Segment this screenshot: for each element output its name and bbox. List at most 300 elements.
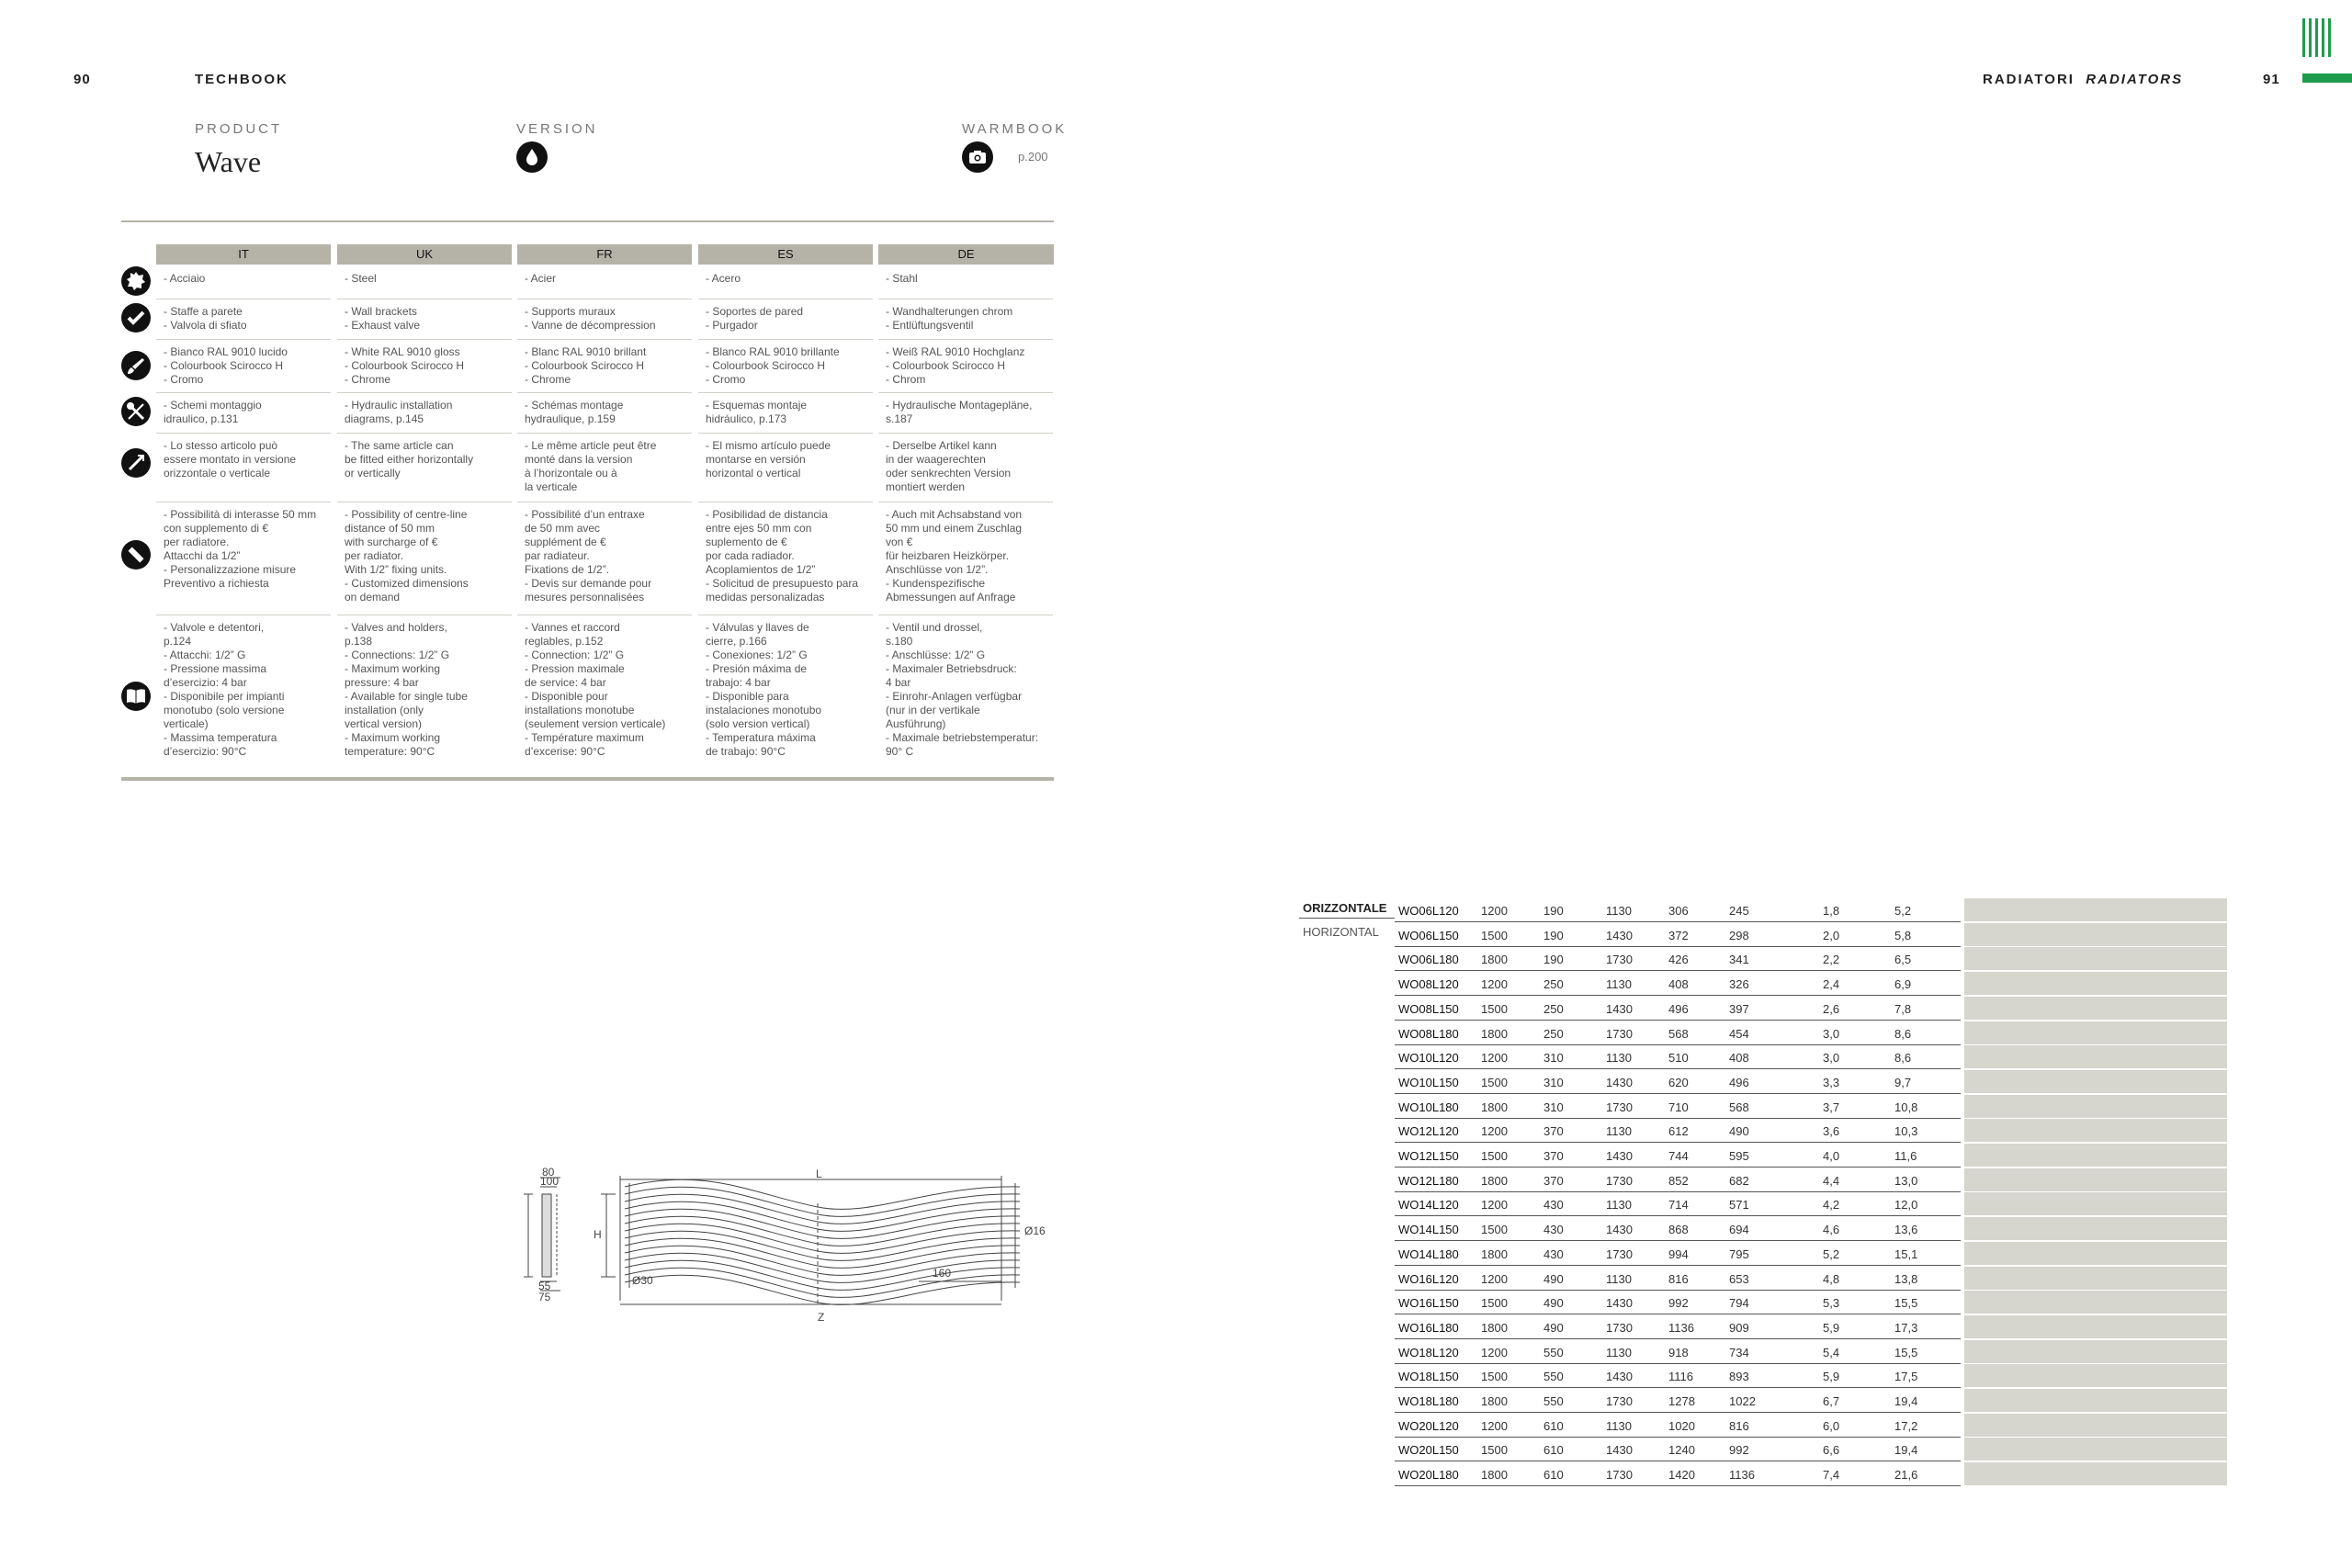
- table-cell: 430: [1544, 1198, 1564, 1212]
- table-cell: WO12L180: [1398, 1174, 1459, 1188]
- table-cell: WO10L180: [1398, 1100, 1459, 1114]
- table-row-divider: [1395, 1167, 1961, 1168]
- lang-header-uk: UK: [337, 244, 512, 265]
- table-cell: 1200: [1481, 1346, 1508, 1359]
- lang-header-de: DE: [878, 244, 1054, 265]
- table-cell: 250: [1544, 977, 1564, 991]
- table-cell: 8,6: [1894, 1051, 1912, 1065]
- book-icon: [121, 682, 151, 711]
- table-cell: 408: [1729, 1051, 1749, 1065]
- spec-cell: - Válvulas y llaves de cierre, p.166 - Conexiones: 1/2” G - Presión máxima de trabajo: 4 bar - Disponible para instalaciones monotubo (solo version vertical) - Temperatura máxima de trabajo: 90°C: [706, 621, 822, 758]
- green-bars-logo-icon: [2302, 18, 2332, 57]
- table-row: [1395, 1242, 1961, 1266]
- table-cell: 2,6: [1823, 1002, 1840, 1016]
- table-row-divider: [1395, 1068, 1961, 1069]
- table-cell: 714: [1668, 1198, 1689, 1212]
- table-cell: 1730: [1606, 1100, 1633, 1114]
- spec-cell: - White RAL 9010 gloss - Colourbook Scirocco H - Chrome: [345, 345, 465, 386]
- table-cell: 490: [1544, 1272, 1564, 1286]
- table-cell: 310: [1544, 1076, 1564, 1089]
- table-row-divider: [1395, 921, 1961, 922]
- orientation-label-it: ORIZZONTALE: [1303, 901, 1387, 915]
- table-cell: 1130: [1606, 977, 1632, 991]
- table-cell: 1500: [1481, 1223, 1508, 1236]
- grey-cell: [1964, 1168, 2227, 1191]
- table-row-divider: [1395, 995, 1961, 996]
- table-cell: 550: [1544, 1370, 1564, 1383]
- spec-cell: - Possibility of centre-line distance of 50 mm with surcharge of € per radiator. With 1/2” fixing units. - Customized dimensions on demand: [345, 508, 469, 604]
- table-cell: 1136: [1729, 1468, 1755, 1482]
- table-cell: 612: [1668, 1124, 1689, 1138]
- table-cell: 1130: [1606, 1272, 1632, 1286]
- table-cell: 13,0: [1894, 1174, 1918, 1188]
- table-row-divider: [1395, 970, 1961, 971]
- table-cell: 426: [1668, 953, 1689, 966]
- table-cell: 1500: [1481, 1002, 1508, 1016]
- table-cell: WO18L150: [1398, 1370, 1459, 1383]
- table-cell: 1500: [1481, 1370, 1508, 1383]
- grey-cell: [1964, 1414, 2227, 1437]
- table-row-divider: [1395, 1338, 1961, 1339]
- table-cell: 1430: [1606, 929, 1633, 942]
- table-cell: 370: [1544, 1149, 1564, 1163]
- table-cell: 550: [1544, 1346, 1564, 1359]
- table-row-divider: [1395, 1215, 1961, 1216]
- spec-cell: - Valvole e detentori, p.124 - Attacchi: 1/2” G - Pressione massima d’esercizio: 4 bar - Disponibile per impianti monotubo (solo versione verticale) - Massima temperatura d’esercizio: 90°C: [164, 621, 285, 758]
- tools-icon: [121, 397, 151, 426]
- spec-row-divider: [698, 339, 873, 340]
- table-cell: 1136: [1668, 1321, 1694, 1335]
- table-cell: WO18L180: [1398, 1394, 1459, 1408]
- product-name: Wave: [195, 145, 262, 178]
- table-row-divider: [1395, 1240, 1961, 1241]
- table-cell: 1730: [1606, 1027, 1633, 1041]
- table-cell: 992: [1668, 1296, 1689, 1310]
- spec-cell: - Bianco RAL 9010 lucido - Colourbook Scirocco H - Cromo: [164, 345, 288, 386]
- table-cell: 1240: [1668, 1443, 1695, 1457]
- spec-cell: - Derselbe Artikel kann in der waagerechten oder senkrechten Version montiert werden: [886, 439, 1012, 493]
- spec-row-divider: [156, 433, 331, 434]
- table-cell: 250: [1544, 1027, 1564, 1041]
- table-cell: 1420: [1668, 1468, 1695, 1482]
- table-cell: 610: [1544, 1443, 1564, 1457]
- grey-cell: [1964, 1119, 2227, 1142]
- table-row-divider: [1395, 1485, 1961, 1486]
- table-cell: 1800: [1481, 1247, 1508, 1261]
- table-cell: 310: [1544, 1100, 1564, 1114]
- table-row: [1395, 1168, 1961, 1192]
- spec-cell: - Schemi montaggio idraulico, p.131: [164, 399, 262, 425]
- page-number-left: 90: [74, 72, 91, 87]
- table-cell: WO20L180: [1398, 1468, 1459, 1482]
- table-cell: 1200: [1481, 1419, 1508, 1433]
- warmbook-page-ref: p.200: [1018, 150, 1048, 164]
- table-cell: 1430: [1606, 1002, 1633, 1016]
- grey-cell: [1964, 1192, 2227, 1215]
- table-cell: 4,0: [1823, 1149, 1840, 1163]
- spec-cell: - Steel: [345, 272, 377, 285]
- table-cell: 1800: [1481, 1321, 1508, 1335]
- version-label: VERSION: [516, 121, 598, 137]
- dim-o16: Ø16: [1024, 1224, 1046, 1237]
- table-cell: 510: [1668, 1051, 1689, 1065]
- table-cell: 1500: [1481, 1149, 1508, 1163]
- spec-row-divider: [337, 339, 512, 340]
- table-cell: 3,7: [1823, 1100, 1840, 1114]
- table-row: [1395, 1340, 1961, 1364]
- grey-cell: [1964, 1389, 2227, 1412]
- table-cell: 490: [1544, 1296, 1564, 1310]
- table-cell: 1800: [1481, 1174, 1508, 1188]
- table-cell: 21,6: [1894, 1468, 1918, 1482]
- table-cell: 568: [1668, 1027, 1689, 1041]
- table-cell: 5,3: [1823, 1296, 1840, 1310]
- grey-cell: [1964, 997, 2227, 1020]
- table-cell: 5,2: [1894, 904, 1912, 918]
- table-cell: 1430: [1606, 1296, 1633, 1310]
- spec-cell: - Acero: [706, 272, 741, 285]
- table-cell: 326: [1729, 977, 1749, 991]
- spec-cell: - Hydraulic installation diagrams, p.145: [345, 399, 453, 425]
- table-cell: 653: [1729, 1272, 1749, 1286]
- spec-cell: - Supports muraux - Vanne de décompression: [525, 305, 656, 332]
- table-cell: 1500: [1481, 929, 1508, 942]
- table-cell: WO16L150: [1398, 1296, 1459, 1310]
- table-cell: 1730: [1606, 1394, 1633, 1408]
- table-cell: 5,9: [1823, 1321, 1840, 1335]
- table-cell: 893: [1729, 1370, 1749, 1383]
- spec-cell: - Hydraulische Montagepläne, s.187: [886, 399, 1033, 425]
- table-cell: 744: [1668, 1149, 1689, 1163]
- spec-cell: - Wandhalterungen chrom - Entlüftungsventil: [886, 305, 1013, 332]
- table-cell: 1500: [1481, 1296, 1508, 1310]
- table-cell: WO14L120: [1398, 1198, 1459, 1212]
- table-cell: 1200: [1481, 1272, 1508, 1286]
- table-cell: WO08L150: [1398, 1002, 1459, 1016]
- table-cell: 992: [1729, 1443, 1749, 1457]
- spec-row-divider: [337, 392, 512, 393]
- table-cell: 190: [1544, 929, 1564, 942]
- table-cell: 1130: [1606, 1346, 1632, 1359]
- table-cell: 17,3: [1894, 1321, 1918, 1335]
- page-header-techbook: TECHBOOK: [195, 72, 288, 87]
- table-cell: 5,2: [1823, 1247, 1840, 1261]
- table-cell: 1200: [1481, 977, 1508, 991]
- table-cell: 1200: [1481, 1198, 1508, 1212]
- table-cell: 816: [1668, 1272, 1689, 1286]
- table-cell: 868: [1668, 1223, 1689, 1236]
- table-cell: 795: [1729, 1247, 1749, 1261]
- table-cell: 571: [1729, 1198, 1749, 1212]
- spec-row-divider: [156, 392, 331, 393]
- grey-cell: [1964, 1267, 2227, 1290]
- table-cell: 1130: [1606, 1051, 1632, 1065]
- table-cell: 245: [1729, 904, 1749, 918]
- orientation-label-en: HORIZONTAL: [1303, 925, 1379, 939]
- table-cell: 408: [1668, 977, 1689, 991]
- table-cell: 620: [1668, 1076, 1689, 1089]
- grey-cell: [1964, 1217, 2227, 1240]
- spec-cell: - Blanco RAL 9010 brillante - Colourbook Scirocco H - Cromo: [706, 345, 840, 386]
- table-cell: 5,9: [1823, 1370, 1840, 1383]
- grey-cell: [1964, 1144, 2227, 1167]
- grey-cell: [1964, 1242, 2227, 1265]
- table-cell: 4,2: [1823, 1198, 1840, 1212]
- table-cell: 397: [1729, 1002, 1749, 1016]
- table-cell: 8,6: [1894, 1027, 1912, 1041]
- table-cell: WO10L120: [1398, 1051, 1459, 1065]
- spec-cell: - Schémas montage hydraulique, p.159: [525, 399, 624, 425]
- grey-cell: [1964, 1045, 2227, 1068]
- table-cell: WO06L120: [1398, 904, 1459, 918]
- table-cell: WO20L150: [1398, 1443, 1459, 1457]
- grey-cell: [1964, 1438, 2227, 1461]
- spec-row-divider: [517, 433, 692, 434]
- table-cell: 1200: [1481, 1124, 1508, 1138]
- paint-brush-icon: [121, 351, 151, 380]
- table-cell: 1200: [1481, 1051, 1508, 1065]
- table-cell: 1800: [1481, 1394, 1508, 1408]
- dim-55: 55: [538, 1280, 551, 1292]
- spec-cell: - Esquemas montaje hidráulico, p.173: [706, 399, 808, 425]
- table-cell: 568: [1729, 1100, 1749, 1114]
- table-cell: 5,4: [1823, 1346, 1840, 1359]
- table-cell: 909: [1729, 1321, 1749, 1335]
- table-cell: WO08L180: [1398, 1027, 1459, 1041]
- table-cell: 13,8: [1894, 1272, 1918, 1286]
- table-cell: 1022: [1729, 1394, 1756, 1408]
- table-cell: 4,6: [1823, 1223, 1840, 1236]
- spec-row-divider: [517, 339, 692, 340]
- table-cell: 430: [1544, 1223, 1564, 1236]
- table-cell: 3,6: [1823, 1124, 1840, 1138]
- spec-cell: - Wall brackets - Exhaust valve: [345, 305, 421, 332]
- table-cell: 1020: [1668, 1419, 1695, 1433]
- table-cell: 17,2: [1894, 1419, 1918, 1433]
- spec-row-divider: [156, 339, 331, 340]
- table-cell: 794: [1729, 1296, 1749, 1310]
- grey-cell: [1964, 1021, 2227, 1044]
- table-row: [1395, 1291, 1961, 1314]
- dim-o30: Ø30: [632, 1274, 653, 1287]
- table-row: [1395, 1070, 1961, 1094]
- grey-cell: [1964, 947, 2227, 970]
- table-cell: 994: [1668, 1247, 1689, 1261]
- table-cell: 682: [1729, 1174, 1749, 1188]
- table-row-divider: [1395, 1265, 1961, 1266]
- table-cell: 1430: [1606, 1223, 1633, 1236]
- table-cell: 6,9: [1894, 977, 1912, 991]
- table-cell: 4,4: [1823, 1174, 1840, 1188]
- table-cell: 298: [1729, 929, 1749, 942]
- table-row: [1395, 972, 1961, 996]
- table-cell: 1130: [1606, 1198, 1632, 1212]
- table-row: [1395, 1414, 1961, 1438]
- grey-cell: [1964, 972, 2227, 995]
- spec-cell: - The same article can be fitted either horizontally or vertically: [345, 439, 474, 479]
- table-cell: 306: [1668, 904, 1689, 918]
- table-cell: 1278: [1668, 1394, 1695, 1408]
- table-cell: 370: [1544, 1174, 1564, 1188]
- table-cell: 1130: [1606, 1124, 1632, 1138]
- spec-cell: - Possibilité d’un entraxe de 50 mm avec supplément de € par radiateur. Fixations de 1/2”. - Devis sur demande pour mesures personnalisées: [525, 508, 652, 604]
- table-row: [1395, 1021, 1961, 1045]
- table-cell: 1430: [1606, 1149, 1633, 1163]
- table-cell: 3,0: [1823, 1027, 1840, 1041]
- dim-h: H: [594, 1228, 602, 1241]
- lang-header-es: ES: [698, 244, 873, 265]
- ruler-icon: [121, 540, 151, 570]
- table-cell: 1500: [1481, 1443, 1508, 1457]
- spec-cell: - Possibilità di interasse 50 mm con supplemento di € per radiatore. Attacchi da 1/2” - Personalizzazione misure Preventivo a richiesta: [164, 508, 317, 590]
- lang-header-fr: FR: [517, 244, 692, 265]
- product-label: PRODUCT: [195, 121, 283, 137]
- table-cell: 490: [1544, 1321, 1564, 1335]
- table-cell: 1730: [1606, 1247, 1633, 1261]
- divider-bottom: [121, 777, 1054, 781]
- spec-cell: - Auch mit Achsabstand von 50 mm und einem Zuschlag von € für heizbaren Heizkörper. Anschlüsse von 1/2”. - Kundenspezifische Abmessungen auf Anfrage: [886, 508, 1023, 604]
- table-cell: 1800: [1481, 1100, 1508, 1114]
- table-cell: 550: [1544, 1394, 1564, 1408]
- table-cell: WO20L120: [1398, 1419, 1459, 1433]
- table-cell: 190: [1544, 953, 1564, 966]
- dim-l: L: [816, 1168, 822, 1180]
- table-cell: 2,0: [1823, 929, 1840, 942]
- page-header-radiatori: RADIATORI RADIATORS: [1983, 72, 2184, 87]
- table-cell: 15,5: [1894, 1296, 1918, 1310]
- spec-cell: - Acciaio: [164, 272, 206, 285]
- water-drop-icon: [516, 141, 548, 173]
- grey-cell: [1964, 1364, 2227, 1387]
- table-cell: 5,8: [1894, 929, 1912, 942]
- grey-cell: [1964, 1315, 2227, 1338]
- check-icon: [121, 303, 151, 333]
- table-cell: 1800: [1481, 1027, 1508, 1041]
- camera-icon: [962, 141, 993, 173]
- grey-cell: [1964, 1070, 2227, 1093]
- table-cell: 1116: [1668, 1370, 1693, 1383]
- table-cell: 341: [1729, 953, 1749, 966]
- spec-cell: - Soportes de pared - Purgador: [706, 305, 804, 332]
- warmbook-label: WARMBOOK: [962, 121, 1068, 137]
- table-cell: 10,3: [1894, 1124, 1918, 1138]
- grey-cell: [1964, 898, 2227, 921]
- spec-row-divider: [878, 339, 1053, 340]
- table-row-divider: [1395, 1020, 1961, 1021]
- spec-cell: - Ventil und drossel, s.180 - Anschlüsse: 1/2” G - Maximaler Betriebsdruck: 4 bar - Einrohr-Anlagen verfügbar (nur in der vertikale Ausführung) - Maximale betriebstemperatur: 90° C: [886, 621, 1039, 758]
- table-row-divider: [1395, 1142, 1961, 1143]
- table-cell: WO18L120: [1398, 1346, 1459, 1359]
- table-cell: 6,0: [1823, 1419, 1840, 1433]
- table-cell: 1130: [1606, 904, 1632, 918]
- table-cell: 1730: [1606, 1468, 1633, 1482]
- orientation-icon: [121, 448, 151, 478]
- spec-row-divider: [878, 433, 1053, 434]
- table-cell: WO06L180: [1398, 953, 1459, 966]
- table-cell: 15,1: [1894, 1247, 1918, 1261]
- table-cell: 6,7: [1823, 1394, 1840, 1408]
- table-cell: 496: [1668, 1002, 1689, 1016]
- table-cell: 3,3: [1823, 1076, 1840, 1089]
- table-cell: 4,8: [1823, 1272, 1840, 1286]
- table-cell: WO16L180: [1398, 1321, 1459, 1335]
- grey-cell: [1964, 1340, 2227, 1363]
- table-cell: 610: [1544, 1468, 1564, 1482]
- table-cell: 11,6: [1894, 1149, 1917, 1163]
- table-cell: WO06L150: [1398, 929, 1459, 942]
- table-row: [1395, 1192, 1961, 1216]
- dim-160: 160: [933, 1267, 952, 1280]
- table-cell: 496: [1729, 1076, 1749, 1089]
- spec-cell: - Blanc RAL 9010 brillant - Colourbook Scirocco H - Chrome: [525, 345, 647, 386]
- table-cell: 918: [1668, 1346, 1689, 1359]
- table-cell: 3,0: [1823, 1051, 1840, 1065]
- table-row: [1395, 1315, 1961, 1339]
- grey-cell: [1964, 1291, 2227, 1314]
- table-cell: 816: [1729, 1419, 1749, 1433]
- table-cell: 19,4: [1894, 1394, 1918, 1408]
- dim-75: 75: [538, 1291, 551, 1303]
- table-cell: WO12L150: [1398, 1149, 1459, 1163]
- table-cell: 1730: [1606, 1174, 1633, 1188]
- table-cell: 372: [1668, 929, 1689, 942]
- table-row: [1395, 997, 1961, 1021]
- table-cell: WO12L120: [1398, 1124, 1459, 1138]
- table-cell: 370: [1544, 1124, 1564, 1138]
- table-cell: 1130: [1606, 1419, 1632, 1433]
- table-row: [1395, 947, 1961, 971]
- spec-cell: - Acier: [525, 272, 557, 285]
- spec-cell: - Stahl: [886, 272, 918, 285]
- table-row: [1395, 1045, 1961, 1069]
- table-cell: 2,2: [1823, 953, 1840, 966]
- spec-row-divider: [698, 433, 873, 434]
- table-cell: 1800: [1481, 953, 1508, 966]
- spec-row-divider: [337, 433, 512, 434]
- table-cell: 2,4: [1823, 977, 1840, 991]
- spec-cell: - Posibilidad de distancia entre ejes 50 mm con suplemento de € por cada radiador. Acoplamientos de 1/2” - Solicitud de presupuesto para medidas personalizadas: [706, 508, 859, 604]
- spec-row-divider: [878, 392, 1053, 393]
- table-cell: 1,8: [1823, 904, 1840, 918]
- table-cell: 19,4: [1894, 1443, 1918, 1457]
- spec-cell: - El mismo artículo puede montarse en versión horizontal o vertical: [706, 439, 831, 479]
- table-cell: 1730: [1606, 1321, 1633, 1335]
- table-cell: 190: [1544, 904, 1564, 918]
- table-cell: WO10L150: [1398, 1076, 1459, 1089]
- spec-row-divider: [517, 392, 692, 393]
- table-cell: 734: [1729, 1346, 1749, 1359]
- grey-cell: [1964, 1095, 2227, 1118]
- table-row: [1395, 1217, 1961, 1241]
- table-cell: 12,0: [1894, 1198, 1918, 1212]
- table-cell: WO08L120: [1398, 977, 1459, 991]
- table-cell: 1730: [1606, 953, 1633, 966]
- table-cell: 490: [1729, 1124, 1749, 1138]
- table-row: [1395, 1144, 1961, 1168]
- spec-row-divider: [698, 392, 873, 393]
- table-row-divider: [1395, 1412, 1961, 1413]
- table-cell: 852: [1668, 1174, 1689, 1188]
- table-cell: 10,8: [1894, 1100, 1918, 1114]
- table-cell: 1430: [1606, 1370, 1633, 1383]
- table-row: [1395, 1438, 1961, 1461]
- dim-100: 100: [540, 1175, 560, 1188]
- table-row: [1395, 923, 1961, 947]
- table-cell: 1500: [1481, 1076, 1508, 1089]
- lang-header-it: IT: [156, 244, 331, 265]
- table-cell: WO14L180: [1398, 1247, 1459, 1261]
- table-row: [1395, 1364, 1961, 1388]
